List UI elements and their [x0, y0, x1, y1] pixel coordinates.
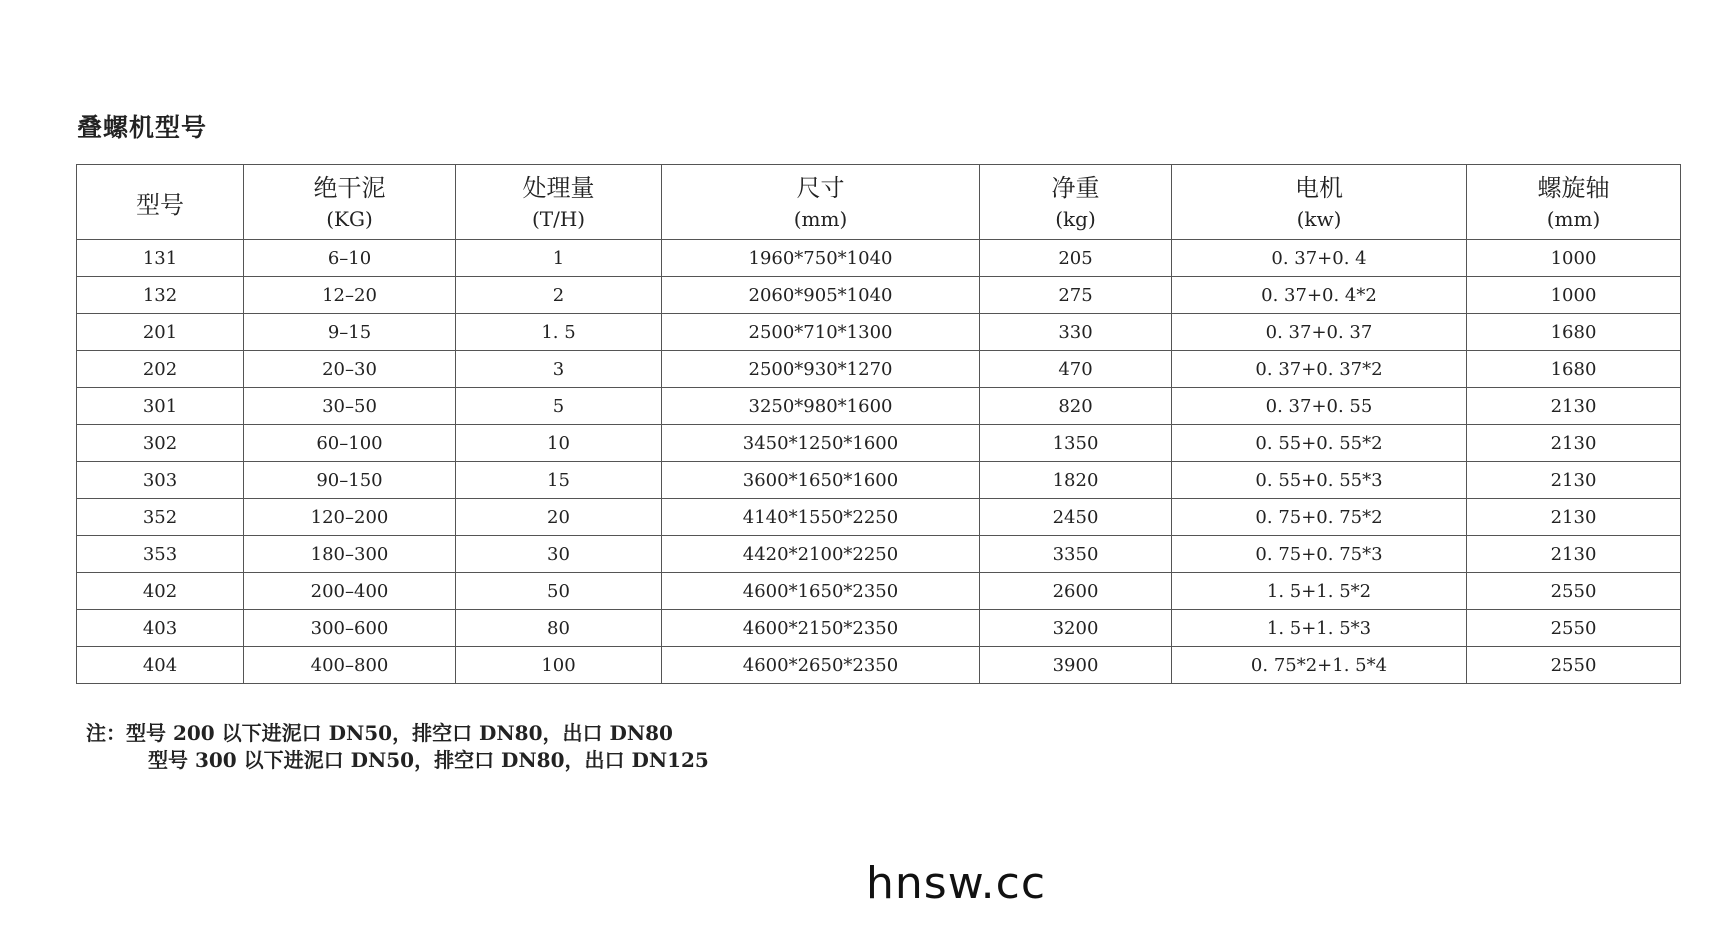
table-row: [77, 610, 1681, 647]
cell-capacity: 10: [456, 425, 662, 462]
table-row: [77, 351, 1681, 388]
header-dry-sludge: [244, 165, 456, 240]
cell-motor: 0. 37+0. 55: [1172, 388, 1467, 425]
header-unit: (kw): [1296, 207, 1342, 231]
cell-motor: 0. 37+0. 37*2: [1172, 351, 1467, 388]
table-body: [77, 240, 1681, 684]
cell-dry-sludge: 20–30: [244, 351, 456, 388]
cell-dry-sludge: 9–15: [244, 314, 456, 351]
notes: [86, 720, 709, 774]
cell-size: 4600*2650*2350: [662, 647, 980, 684]
header-label: 净重: [1051, 174, 1100, 202]
cell-net-weight: 1820: [980, 462, 1172, 499]
cell-motor: 1. 5+1. 5*2: [1172, 573, 1467, 610]
cell-dry-sludge: 6–10: [244, 240, 456, 277]
header-capacity: [456, 165, 662, 240]
document-title: 叠螺机型号: [77, 113, 208, 142]
cell-capacity: 1. 5: [456, 314, 662, 351]
table-row: [77, 388, 1681, 425]
cell-motor: 0. 37+0. 4: [1172, 240, 1467, 277]
cell-motor: 0. 75+0. 75*2: [1172, 499, 1467, 536]
header-row: [77, 165, 1681, 240]
header-unit: (mm): [793, 207, 848, 231]
cell-capacity: 100: [456, 647, 662, 684]
table-row: [77, 536, 1681, 573]
header-unit: (KG): [326, 207, 373, 231]
header-unit: (kg): [1055, 207, 1096, 231]
header-model: [77, 165, 244, 240]
cell-screw-shaft: 2550: [1467, 573, 1681, 610]
cell-dry-sludge: 12–20: [244, 277, 456, 314]
header-size: [662, 165, 980, 240]
cell-dry-sludge: 400–800: [244, 647, 456, 684]
spec-table: [76, 164, 1681, 684]
table-row: [77, 499, 1681, 536]
cell-capacity: 50: [456, 573, 662, 610]
cell-screw-shaft: 1000: [1467, 277, 1681, 314]
cell-size: 2500*710*1300: [662, 314, 980, 351]
cell-dry-sludge: 180–300: [244, 536, 456, 573]
cell-motor: 0. 55+0. 55*2: [1172, 425, 1467, 462]
cell-capacity: 1: [456, 240, 662, 277]
cell-screw-shaft: 2130: [1467, 388, 1681, 425]
header-motor: [1172, 165, 1467, 240]
header-label: 尺寸: [796, 174, 845, 202]
cell-net-weight: 3200: [980, 610, 1172, 647]
note-line-2: 型号 300 以下进泥口 DN50，排空口 DN80，出口 DN125: [148, 748, 709, 772]
table-row: [77, 425, 1681, 462]
header-net-weight: [980, 165, 1172, 240]
cell-net-weight: 2450: [980, 499, 1172, 536]
header-label: 电机: [1295, 174, 1343, 202]
cell-net-weight: 205: [980, 240, 1172, 277]
header-unit: (T/H): [531, 207, 586, 231]
header-label: 型号: [136, 190, 184, 219]
table-row: [77, 314, 1681, 351]
cell-screw-shaft: 2550: [1467, 610, 1681, 647]
cell-model: 202: [77, 351, 244, 388]
table-row: [77, 647, 1681, 684]
cell-net-weight: 820: [980, 388, 1172, 425]
table-header: [77, 165, 1681, 240]
cell-size: 4140*1550*2250: [662, 499, 980, 536]
cell-capacity: 5: [456, 388, 662, 425]
cell-model: 132: [77, 277, 244, 314]
cell-motor: 1. 5+1. 5*3: [1172, 610, 1467, 647]
cell-model: 302: [77, 425, 244, 462]
cell-size: 4420*2100*2250: [662, 536, 980, 573]
watermark-text: hnsw.cc: [866, 858, 1047, 909]
cell-capacity: 80: [456, 610, 662, 647]
cell-screw-shaft: 1680: [1467, 314, 1681, 351]
cell-screw-shaft: 2130: [1467, 536, 1681, 573]
header-screw-shaft: [1467, 165, 1681, 240]
cell-screw-shaft: 2130: [1467, 462, 1681, 499]
cell-size: 3600*1650*1600: [662, 462, 980, 499]
cell-screw-shaft: 2130: [1467, 499, 1681, 536]
cell-model: 353: [77, 536, 244, 573]
cell-capacity: 20: [456, 499, 662, 536]
cell-dry-sludge: 90–150: [244, 462, 456, 499]
cell-net-weight: 2600: [980, 573, 1172, 610]
cell-size: 2060*905*1040: [662, 277, 980, 314]
cell-screw-shaft: 2550: [1467, 647, 1681, 684]
cell-net-weight: 3350: [980, 536, 1172, 573]
cell-model: 402: [77, 573, 244, 610]
cell-dry-sludge: 120–200: [244, 499, 456, 536]
cell-model: 201: [77, 314, 244, 351]
cell-net-weight: 470: [980, 351, 1172, 388]
cell-dry-sludge: 200–400: [244, 573, 456, 610]
cell-net-weight: 1350: [980, 425, 1172, 462]
cell-capacity: 30: [456, 536, 662, 573]
cell-dry-sludge: 60–100: [244, 425, 456, 462]
table-row: [77, 240, 1681, 277]
cell-size: 1960*750*1040: [662, 240, 980, 277]
cell-screw-shaft: 1000: [1467, 240, 1681, 277]
cell-size: 3250*980*1600: [662, 388, 980, 425]
cell-capacity: 3: [456, 351, 662, 388]
cell-size: 3450*1250*1600: [662, 425, 980, 462]
cell-model: 404: [77, 647, 244, 684]
cell-dry-sludge: 300–600: [244, 610, 456, 647]
table-row: [77, 573, 1681, 610]
cell-model: 403: [77, 610, 244, 647]
cell-model: 303: [77, 462, 244, 499]
cell-screw-shaft: 2130: [1467, 425, 1681, 462]
header-unit: (mm): [1546, 207, 1601, 231]
cell-motor: 0. 55+0. 55*3: [1172, 462, 1467, 499]
cell-motor: 0. 37+0. 4*2: [1172, 277, 1467, 314]
header-label: 螺旋轴: [1537, 174, 1610, 202]
cell-motor: 0. 37+0. 37: [1172, 314, 1467, 351]
cell-net-weight: 3900: [980, 647, 1172, 684]
cell-size: 4600*2150*2350: [662, 610, 980, 647]
cell-model: 131: [77, 240, 244, 277]
header-label: 绝干泥: [313, 174, 386, 202]
cell-capacity: 15: [456, 462, 662, 499]
cell-net-weight: 275: [980, 277, 1172, 314]
cell-dry-sludge: 30–50: [244, 388, 456, 425]
header-label: 处理量: [522, 174, 595, 202]
cell-model: 352: [77, 499, 244, 536]
table-row: [77, 462, 1681, 499]
cell-size: 2500*930*1270: [662, 351, 980, 388]
table-row: [77, 277, 1681, 314]
cell-motor: 0. 75*2+1. 5*4: [1172, 647, 1467, 684]
cell-motor: 0. 75+0. 75*3: [1172, 536, 1467, 573]
cell-size: 4600*1650*2350: [662, 573, 980, 610]
cell-capacity: 2: [456, 277, 662, 314]
cell-net-weight: 330: [980, 314, 1172, 351]
cell-screw-shaft: 1680: [1467, 351, 1681, 388]
cell-model: 301: [77, 388, 244, 425]
note-line-1: 注：型号 200 以下进泥口 DN50，排空口 DN80，出口 DN80: [86, 721, 673, 745]
